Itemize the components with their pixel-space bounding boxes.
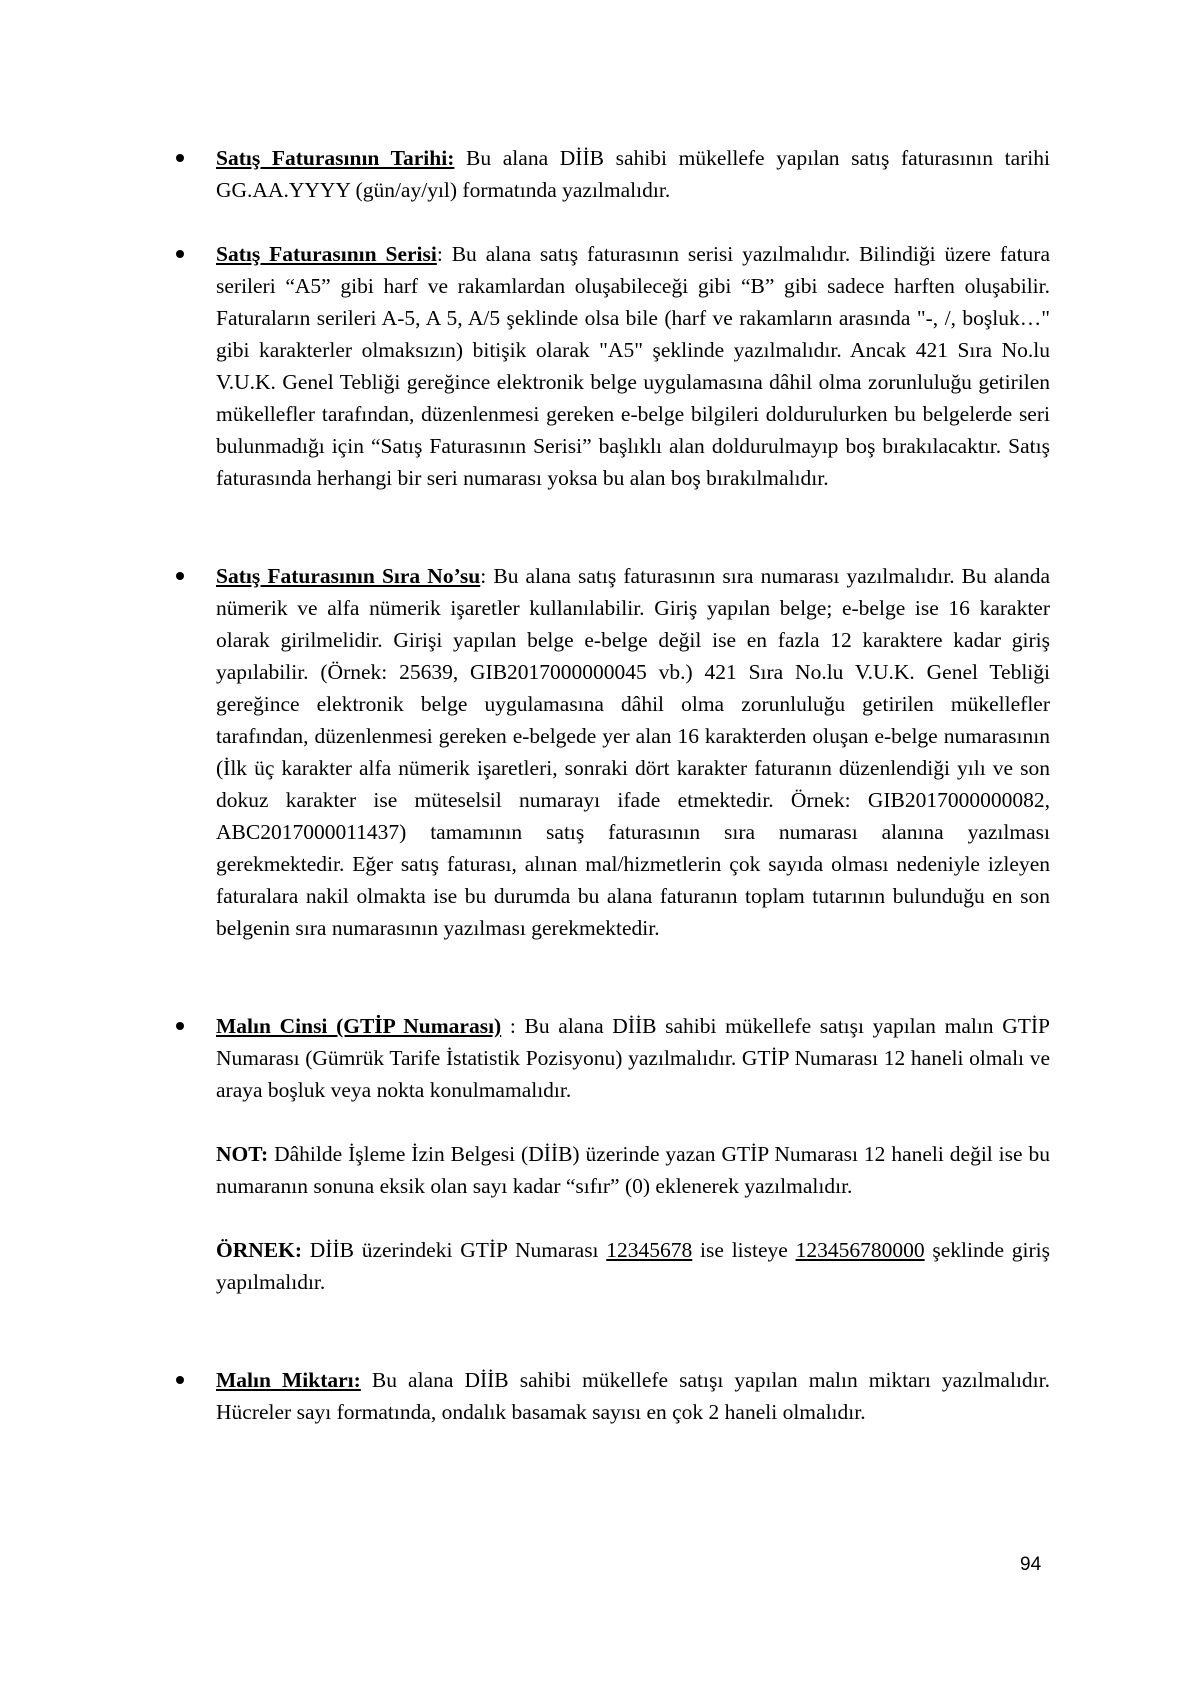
example-text: şeklinde giriş yapılmalıdır. [216, 1238, 1050, 1294]
note-label: NOT: [216, 1142, 269, 1166]
term-description: : Bu alana satış faturasının serisi yazılmalıdır. Bilindiği üzere fatura serileri “A5” gibi harf ve rakamlardan oluşabileceği gibi “B” gibi sadece harften oluşabilir. Faturaların serileri A-5, A 5, A/5 şeklinde olsa bile (harf ve rakamların arasında "-, /, boşluk…" gibi karakterler olmaksızın) bitişik olarak "A5" şeklinde yazılmalıdır. Ancak 421 Sıra No.lu V.U.K. Genel Tebliği gereğince elektronik belge uygulamasına dâhil olma zorunluluğu getirilen mükellefler tarafından, düzenlenmesi gereken e-belge bilgileri doldurulurken bu belgelerde seri bulunmadığı için “Satış Faturasının Serisi” başlıklı alan doldurulmayıp boş bırakılacaktır. Satış faturasında herhangi bir seri numarası yoksa bu alan boş bırakılmalıdır. [216, 242, 1050, 490]
term-description: : Bu alana satış faturasının sıra numarası yazılmalıdır. Bu alanda nümerik ve alfa nümerik işaretler kullanılabilir. Giriş yapılan belge; e-belge ise 16 karakter olarak girilmelidir. Girişi yapılan belge e-belge değil ise en fazla 12 karaktere kadar giriş yapılabilir. (Örnek: 25639, GIB2017000000045 vb.) 421 Sıra No.lu V.U.K. Genel Tebliği gereğince elektronik belge uygulamasına dâhil olma zorunluluğu getirilen mükellefler tarafından, düzenlenmesi gereken e-belgede yer alan 16 karakterden oluşan e-belge numarasının (İlk üç karakter alfa nümerik işaretleri, sonraki dört karakter faturanın düzenlendiği yılı ve son dokuz karakter ise müteselsil numarayı ifade etmektedir. Örnek: GIB2017000000082, ABC2017000011437) tamamının satış faturasının sıra numarası alanına yazılması gerekmektedir. Eğer satış faturası, alınan mal/hizmetlerin çok sayıda olması nedeniyle izleyen faturalara nakil olmakta ise bu durumda bu alana faturanın toplam tutarının bulunduğu en son belgenin sıra numarasının yazılması gerekmektedir. [216, 564, 1050, 940]
list-item-text [216, 238, 1050, 494]
example-paragraph [216, 1234, 1050, 1298]
list-item-satis-faturasi-serisi [180, 238, 1050, 494]
term-description: Bu alana DİİB sahibi mükellefe yapılan satış faturasının tarihi GG.AA.YYYY (gün/ay/yıl) formatında yazılmalıdır. [216, 146, 1050, 202]
list-item-text [216, 1010, 1050, 1106]
list-item-text [216, 560, 1050, 944]
note-paragraph [216, 1138, 1050, 1202]
list-item-malin-cinsi [180, 1010, 1050, 1106]
list-item-satis-faturasi-tarihi [180, 142, 1050, 206]
list-item-satis-faturasi-sira-no [180, 560, 1050, 944]
example-code-padded: 123456780000 [795, 1238, 925, 1262]
term-heading: Satış Faturasının Tarihi: [216, 146, 455, 170]
example-text: ise listeye [692, 1238, 796, 1262]
term-heading: Satış Faturasının Sıra No’su [216, 564, 481, 588]
term-description: Bu alana DİİB sahibi mükellefe satışı yapılan malın miktarı yazılmalıdır. Hücreler sayı formatında, ondalık basamak sayısı en çok 2 haneli olmalıdır. [216, 1368, 1050, 1424]
list-item-text [216, 1364, 1050, 1428]
term-heading: Malın Cinsi (GTİP Numarası) [216, 1014, 502, 1038]
term-heading: Malın Miktarı: [216, 1368, 361, 1392]
example-label: ÖRNEK: [216, 1238, 302, 1262]
note-text: Dâhilde İşleme İzin Belgesi (DİİB) üzerinde yazan GTİP Numarası 12 haneli değil ise bu numaranın sonuna eksik olan sayı kadar “sıfır” (0) eklenerek yazılmalıdır. [216, 1142, 1050, 1198]
example-code-original: 12345678 [606, 1238, 693, 1262]
example-text: DİİB üzerindeki GTİP Numarası [302, 1238, 607, 1262]
list-item-text [216, 142, 1050, 206]
list-item-malin-miktari [180, 1364, 1050, 1428]
term-description: : Bu alana DİİB sahibi mükellefe satışı yapılan malın GTİP Numarası (Gümrük Tarife İstatistik Pozisyonu) yazılmalıdır. GTİP Numarası 12 haneli olmalı ve araya boşluk veya nokta konulmamalıdır. [216, 1014, 1050, 1102]
term-heading: Satış Faturasının Serisi [216, 242, 437, 266]
page-number: 94 [1020, 1554, 1042, 1575]
